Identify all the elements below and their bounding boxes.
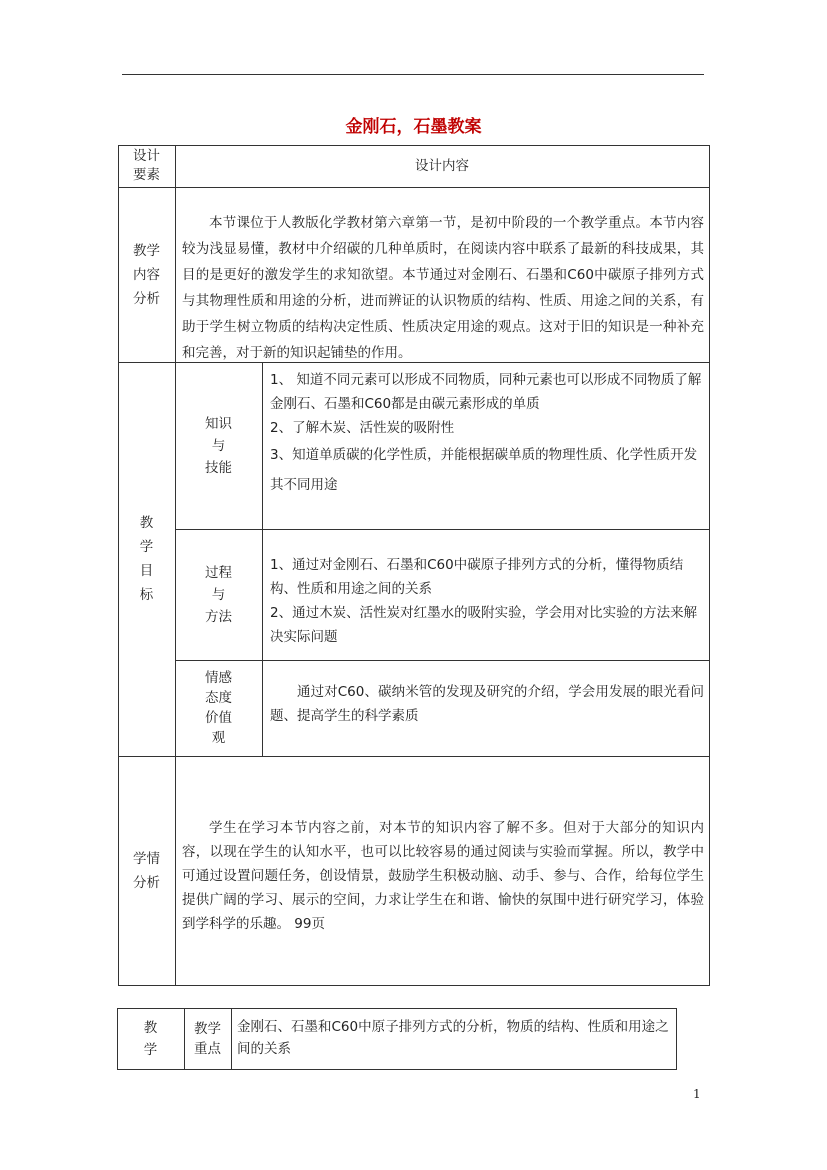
table-line — [117, 1069, 677, 1070]
list-item: 1、通过对金刚石、石墨和C60中碳原子排列方式的分析，懂得物质结构、性质和用途之间的关系 — [270, 557, 684, 597]
list-item: 2、通过木炭、活性炭对红墨水的吸附实验，学会用对比实验的方法来解决实际问题 — [270, 605, 698, 645]
emotion-values-label: 情感 态度 价值 观 — [205, 670, 232, 746]
key-points-label: 教学 重点 — [194, 1020, 221, 1057]
emotion-values-text: 通过对C60、碳纳米管的发现及研究的介绍，学会用发展的眼光看问题、提高学生的科学素质 — [270, 684, 704, 724]
document-title: 金刚石，石墨教案 — [345, 117, 482, 137]
table-line — [676, 1008, 677, 1070]
knowledge-skills-label: 知识 与 技能 — [205, 415, 232, 476]
teaching-label: 教 学 — [143, 1019, 158, 1058]
list-item: 3、知道单质碳的化学性质，并能根据碳单质的物理性质、化学性质开发其不同用途 — [270, 447, 698, 493]
header-design-content: 设计内容 — [415, 158, 469, 174]
header-rule — [122, 74, 704, 75]
table-line — [118, 756, 710, 757]
process-methods-list — [270, 553, 704, 649]
table-line — [709, 145, 710, 986]
page-number: 1 — [693, 1087, 701, 1101]
key-points-text: 金刚石、石墨和C60中原子排列方式的分析，物质的结构、性质和用途之间的关系 — [237, 1019, 669, 1057]
student-analysis-text: 学生在学习本节内容之前，对本节的知识内容了解不多。但对于大部分的知识内容，以现在学生的认知水平，也可以比较容易的通过阅读与实验而掌握。所以，教学中可通过设置问题任务，创设情景，鼓励学生积极动脑、动手、参与、合作，给每位学生提供广阔的学习、展示的空间，力求让学生在和谐、愉快的氛围中进行研究学习，体验到学科学的乐趣。 99页 — [182, 820, 704, 932]
header-design-elements: 设计 要素 — [133, 148, 160, 183]
table-line — [118, 985, 710, 986]
table-line — [262, 362, 263, 757]
objectives-label: 教 学 目 标 — [139, 515, 154, 603]
student-analysis-label: 学情 分析 — [133, 850, 160, 891]
table-line — [231, 1008, 232, 1070]
content-analysis-text: 本节课位于人教版化学教材第六章第一节，是初中阶段的一个教学重点。本节内容较为浅显易懂，教材中介绍碳的几种单质时，在阅读内容中联系了最新的科技成果，其目的是更好的激发学生的求知欲望。本节通过对金刚石、石墨和C60中碳原子排列方式与其物理性质和用途的分析，进而辨证的认识物质的结构、性质、用途之间的关系，有助于学生树立物质的结构决定性质、性质决定用途的观点。这对于旧的知识是一种补充和完善，对于新的知识起铺垫的作用。 — [182, 215, 704, 361]
list-item: 1、 知道不同元素可以形成不同物质，同种元素也可以形成不同物质了解金刚石、石墨和C60都是由碳元素形成的单质 — [270, 372, 702, 412]
content-analysis-label: 教学 内容 分析 — [133, 242, 160, 307]
table-line — [118, 187, 710, 188]
list-item: 2、了解木炭、活性炭的吸附性 — [270, 420, 455, 436]
process-methods-label: 过程 与 方法 — [205, 564, 232, 625]
knowledge-skills-list — [270, 368, 704, 500]
